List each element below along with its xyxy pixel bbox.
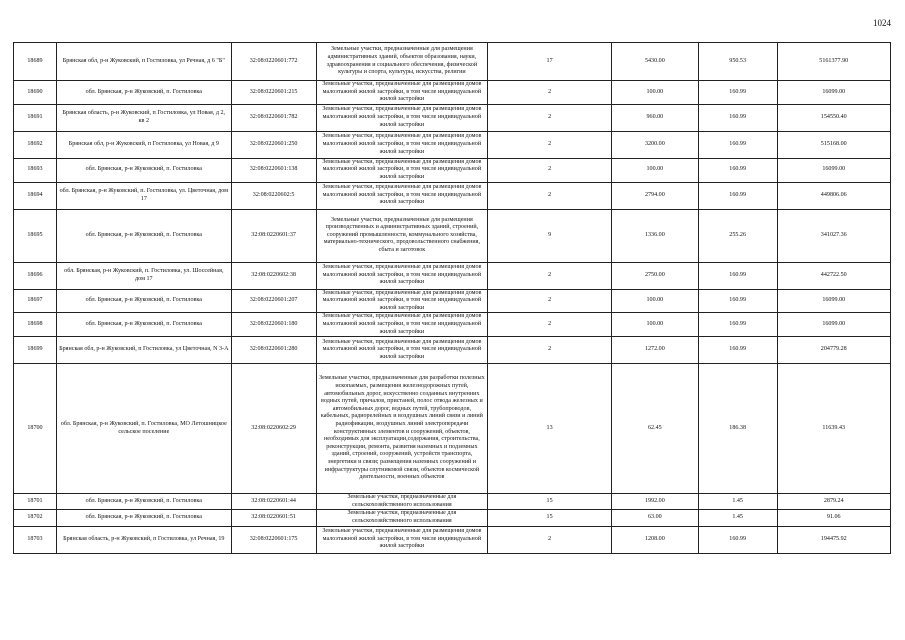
- address-cell: обл. Брянская, р-н Жуковский, п. Гостиловка: [56, 158, 231, 182]
- cadastral-value-cell: 91.06: [777, 510, 891, 526]
- cadastral-value-cell: 449806.06: [777, 182, 891, 209]
- land-use-cell: Земельные участки, предназначенные для размещения административных зданий, объектов образования, науки, здравоохранения и социального обеспечения, физической культуры и спорта, культуры, искусства, религии: [316, 43, 488, 81]
- rate-cell: 255.26: [698, 209, 777, 262]
- cadastral-value-cell: 16099.00: [777, 81, 891, 105]
- cadastral-number-cell: 32:08:0220601:215: [231, 81, 316, 105]
- land-use-cell: Земельные участки, предназначенные для размещения домов малоэтажной жилой застройки, в том числе индивидуальной жилой застройки: [316, 104, 488, 131]
- land-use-cell: Земельные участки, предназначенные для сельскохозяйственного использования: [316, 510, 488, 526]
- use-code-cell: 15: [488, 510, 612, 526]
- area-cell: 62.45: [611, 364, 698, 494]
- cadastral-number-cell: 32:08:0220601:138: [231, 158, 316, 182]
- address-cell: обл. Брянская, р-н Жуковский, п. Гостиловка: [56, 289, 231, 313]
- use-code-cell: 15: [488, 494, 612, 510]
- land-use-cell: Земельные участки, предназначенные для разработки полезных ископаемых, размещения железнодорожных путей, автомобильных дорог, искусственно созданных внутренних водных путей, причалов, пристаней, полос отвода железных и автомобильных дорог, водных путей, трубопроводов, кабельных, радиорелейных и воздушных линий связи и линий радиофикации, воздушных линий электропередачи конструктивных элементов и сооружений, объектов, необходимых для эксплуатации,содержания, строительства, реконструкции, ремонта, развития наземных и подземных зданий, строений, сооружений, устройств транспорта, энергетики и связи; размещения наземных сооружений и инфраструктуры спутниковой связи, объектов космической деятельности, военных объектов: [316, 364, 488, 494]
- table-row: [14, 182, 891, 209]
- area-cell: 100.00: [611, 158, 698, 182]
- table-row: [14, 364, 891, 494]
- table-row: [14, 131, 891, 158]
- row-number: 18696: [14, 262, 57, 289]
- table-row: [14, 337, 891, 364]
- use-code-cell: 2: [488, 262, 612, 289]
- area-cell: 1208.00: [611, 526, 698, 553]
- rate-cell: 160.99: [698, 104, 777, 131]
- address-cell: обл. Брянская, р-н Жуковский, п. Гостиловка: [56, 494, 231, 510]
- cadastral-number-cell: 32:08:0220601:782: [231, 104, 316, 131]
- use-code-cell: 2: [488, 313, 612, 337]
- table-row: [14, 494, 891, 510]
- area-cell: 960.00: [611, 104, 698, 131]
- rate-cell: 160.99: [698, 526, 777, 553]
- land-use-cell: Земельные участки, предназначенные для сельскохозяйственного использования: [316, 494, 488, 510]
- row-number: 18689: [14, 43, 57, 81]
- rate-cell: 950.53: [698, 43, 777, 81]
- area-cell: 1992.00: [611, 494, 698, 510]
- address-cell: обл. Брянская, р-н Жуковский, п. Гостиловка: [56, 209, 231, 262]
- table-row: [14, 262, 891, 289]
- row-number: 18694: [14, 182, 57, 209]
- address-cell: обл. Брянская, р-н Жуковский, п. Гостиловка, ул. Шоссейная, дом 17: [56, 262, 231, 289]
- area-cell: 63.00: [611, 510, 698, 526]
- rate-cell: 160.99: [698, 81, 777, 105]
- use-code-cell: 2: [488, 182, 612, 209]
- table-row: [14, 81, 891, 105]
- table-row: [14, 209, 891, 262]
- row-number: 18692: [14, 131, 57, 158]
- address-cell: обл. Брянская, р-н Жуковский, п. Гостиловка, МО Летошницкое сельское поселение: [56, 364, 231, 494]
- table-row: [14, 158, 891, 182]
- cadastral-number-cell: 32:08:0220601:207: [231, 289, 316, 313]
- cadastral-number-cell: 32:08:0220602:38: [231, 262, 316, 289]
- land-use-cell: Земельные участки, предназначенные для размещения домов малоэтажной жилой застройки, в том числе индивидуальной жилой застройки: [316, 262, 488, 289]
- rate-cell: 160.99: [698, 182, 777, 209]
- address-cell: Брянская обл, р-н Жуковский, п Гостиловка, ул Речная, д 6 "Б": [56, 43, 231, 81]
- address-cell: Брянская область, р-н Жуковский, п Гостиловка, ул Новая, д 2, кв 2: [56, 104, 231, 131]
- cadastral-value-cell: 16099.00: [777, 289, 891, 313]
- address-cell: обл. Брянская, р-н Жуковский, п. Гостиловка: [56, 510, 231, 526]
- area-cell: 5430.00: [611, 43, 698, 81]
- rate-cell: 186.38: [698, 364, 777, 494]
- row-number: 18695: [14, 209, 57, 262]
- area-cell: 100.00: [611, 289, 698, 313]
- cadastral-number-cell: 32:08:0220601:180: [231, 313, 316, 337]
- cadastral-value-cell: 204779.28: [777, 337, 891, 364]
- cadastral-table: [13, 42, 891, 554]
- row-number: 18699: [14, 337, 57, 364]
- use-code-cell: 2: [488, 158, 612, 182]
- land-use-cell: Земельные участки, предназначенные для размещения домов малоэтажной жилой застройки, в том числе индивидуальной жилой застройки: [316, 182, 488, 209]
- land-use-cell: Земельные участки, предназначенные для размещения домов малоэтажной жилой застройки, в том числе индивидуальной жилой застройки: [316, 81, 488, 105]
- area-cell: 1336.00: [611, 209, 698, 262]
- table-row: [14, 526, 891, 553]
- address-cell: Брянская область, р-н Жуковский, п Гостиловка, ул Речная, 19: [56, 526, 231, 553]
- rate-cell: 160.99: [698, 131, 777, 158]
- use-code-cell: 2: [488, 131, 612, 158]
- row-number: 18691: [14, 104, 57, 131]
- area-cell: 2750.00: [611, 262, 698, 289]
- land-use-cell: Земельные участки, предназначенные для размещения домов малоэтажной жилой застройки, в том числе индивидуальной жилой застройки: [316, 131, 488, 158]
- table-row: [14, 43, 891, 81]
- land-use-cell: Земельные участки, предназначенные для размещения домов малоэтажной жилой застройки, в том числе индивидуальной жилой застройки: [316, 526, 488, 553]
- cadastral-number-cell: 32:08:0220601:772: [231, 43, 316, 81]
- cadastral-number-cell: 32:08:0220601:175: [231, 526, 316, 553]
- land-use-cell: Земельные участки, предназначенные для размещения домов малоэтажной жилой застройки, в том числе индивидуальной жилой застройки: [316, 313, 488, 337]
- area-cell: 3200.00: [611, 131, 698, 158]
- cadastral-value-cell: 16099.00: [777, 313, 891, 337]
- use-code-cell: 17: [488, 43, 612, 81]
- cadastral-value-cell: 154550.40: [777, 104, 891, 131]
- rate-cell: 1.45: [698, 494, 777, 510]
- land-use-cell: Земельные участки, предназначенные для размещения производственных и административных зданий, строений, сооружений промышленности, коммунального хозяйства, материально-технического, продовольственного снабжения, сбыта и заготовок: [316, 209, 488, 262]
- address-cell: обл. Брянская, р-н Жуковский, п. Гостиловка, ул. Цветочная, дом 17: [56, 182, 231, 209]
- address-cell: Брянская обл, р-н Жуковский, п Гостиловка, ул Цветочная, N 3-А: [56, 337, 231, 364]
- address-cell: обл. Брянская, р-н Жуковский, п. Гостиловка: [56, 81, 231, 105]
- table-row: [14, 313, 891, 337]
- table-body: [14, 43, 891, 554]
- row-number: 18701: [14, 494, 57, 510]
- cadastral-value-cell: 194475.92: [777, 526, 891, 553]
- use-code-cell: 13: [488, 364, 612, 494]
- address-cell: обл. Брянская, р-н Жуковский, п. Гостиловка: [56, 313, 231, 337]
- area-cell: 2794.00: [611, 182, 698, 209]
- cadastral-value-cell: 2879.24: [777, 494, 891, 510]
- table-row: [14, 104, 891, 131]
- row-number: 18693: [14, 158, 57, 182]
- cadastral-number-cell: 32:08:0220601:51: [231, 510, 316, 526]
- use-code-cell: 9: [488, 209, 612, 262]
- cadastral-value-cell: 515168.00: [777, 131, 891, 158]
- use-code-cell: 2: [488, 337, 612, 364]
- use-code-cell: 2: [488, 526, 612, 553]
- cadastral-value-cell: 16099.00: [777, 158, 891, 182]
- land-use-cell: Земельные участки, предназначенные для размещения домов малоэтажной жилой застройки, в том числе индивидуальной жилой застройки: [316, 337, 488, 364]
- table-row: [14, 510, 891, 526]
- land-use-cell: Земельные участки, предназначенные для размещения домов малоэтажной жилой застройки, в том числе индивидуальной жилой застройки: [316, 289, 488, 313]
- cadastral-value-cell: 11639.43: [777, 364, 891, 494]
- use-code-cell: 2: [488, 104, 612, 131]
- cadastral-number-cell: 32:08:0220601:37: [231, 209, 316, 262]
- cadastral-number-cell: 32:08:0220602:29: [231, 364, 316, 494]
- row-number: 18703: [14, 526, 57, 553]
- page-number: 1024: [873, 18, 891, 28]
- rate-cell: 160.99: [698, 289, 777, 313]
- row-number: 18700: [14, 364, 57, 494]
- rate-cell: 160.99: [698, 158, 777, 182]
- row-number: 18690: [14, 81, 57, 105]
- cadastral-value-cell: 341027.36: [777, 209, 891, 262]
- rate-cell: 160.99: [698, 313, 777, 337]
- cadastral-number-cell: 32:08:0220601:250: [231, 131, 316, 158]
- address-cell: Брянская обл, р-н Жуковский, п Гостиловка, ул Новая, д 9: [56, 131, 231, 158]
- row-number: 18702: [14, 510, 57, 526]
- use-code-cell: 2: [488, 289, 612, 313]
- land-use-cell: Земельные участки, предназначенные для размещения домов малоэтажной жилой застройки, в том числе индивидуальной жилой застройки: [316, 158, 488, 182]
- rate-cell: 160.99: [698, 262, 777, 289]
- cadastral-value-cell: 442722.50: [777, 262, 891, 289]
- table-row: [14, 289, 891, 313]
- row-number: 18697: [14, 289, 57, 313]
- cadastral-number-cell: 32:08:0220602:5: [231, 182, 316, 209]
- area-cell: 100.00: [611, 81, 698, 105]
- cadastral-value-cell: 5161377.90: [777, 43, 891, 81]
- cadastral-number-cell: 32:08:0220601:44: [231, 494, 316, 510]
- rate-cell: 160.99: [698, 337, 777, 364]
- area-cell: 100.00: [611, 313, 698, 337]
- cadastral-number-cell: 32:08:0220601:280: [231, 337, 316, 364]
- area-cell: 1272.00: [611, 337, 698, 364]
- use-code-cell: 2: [488, 81, 612, 105]
- row-number: 18698: [14, 313, 57, 337]
- rate-cell: 1.45: [698, 510, 777, 526]
